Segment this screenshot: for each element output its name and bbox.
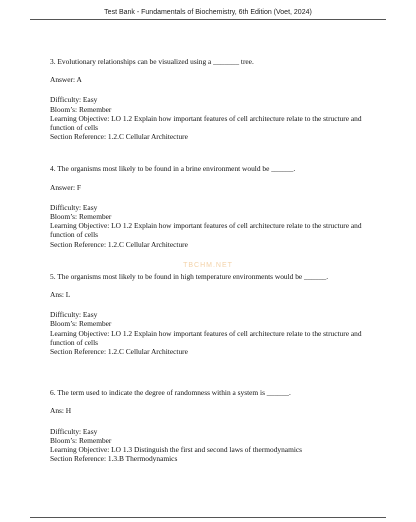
blooms-text: Bloom’s: Remember [50, 104, 112, 114]
footer-rule [30, 517, 386, 518]
page-header-title: Test Bank - Fundamentals of Biochemistry, 6th Edition (Voet, 2024) [104, 9, 312, 16]
answer-text: Answer: F [50, 182, 81, 192]
question-metadata [50, 310, 370, 356]
question-item [50, 272, 370, 356]
difficulty-text: Difficulty: Easy [50, 95, 98, 105]
question-metadata [50, 95, 370, 141]
question-list [50, 57, 370, 486]
answer-text: Answer: A [50, 75, 82, 85]
question-item [50, 57, 370, 141]
watermark: TBCHM.NET [183, 262, 233, 269]
section-reference-text: Section Reference: 1.2.C Cellular Architecture [50, 347, 188, 357]
question-metadata [50, 203, 370, 249]
learning-objective-text: Learning Objective: LO 1.2 Explain how important features of cell architecture relate to the structure and function of cells [50, 328, 362, 347]
question-item [50, 164, 370, 248]
question-text: 4. The organisms most likely to be found in a brine environment would be ______. [50, 164, 296, 174]
learning-objective-text: Learning Objective: LO 1.2 Explain how important features of cell architecture relate to the structure and function of cells [50, 113, 362, 133]
answer-text: Ans: H [50, 406, 72, 416]
difficulty-text: Difficulty: Easy [50, 202, 98, 212]
section-reference-text: Section Reference: 1.2.C Cellular Architecture [50, 239, 188, 249]
section-reference-text: Section Reference: 1.2.C Cellular Architecture [50, 132, 188, 142]
difficulty-text: Difficulty: Easy [50, 426, 98, 436]
question-text: 3. Evolutionary relationships can be visualized using a _______ tree. [50, 57, 254, 66]
blooms-text: Bloom’s: Remember [50, 319, 112, 329]
question-text: 6. The term used to indicate the degree of randomness within a system is ______. [50, 388, 291, 398]
blooms-text: Bloom’s: Remember [50, 435, 112, 445]
section-reference-text: Section Reference: 1.3.B Thermodynamics [50, 454, 178, 464]
answer-text: Ans: L [50, 290, 71, 300]
learning-objective-text: Learning Objective: LO 1.2 Explain how important features of cell architecture relate to the structure and function of cells [50, 221, 362, 240]
header-rule [30, 19, 386, 20]
question-metadata [50, 427, 370, 464]
difficulty-text: Difficulty: Easy [50, 310, 98, 320]
blooms-text: Bloom’s: Remember [50, 212, 112, 222]
question-item [50, 388, 370, 463]
learning-objective-text: Learning Objective: LO 1.3 Distinguish the first and second laws of thermodynamics [50, 445, 303, 455]
question-text: 5. The organisms most likely to be found in high temperature environments would be ______. [50, 271, 329, 281]
